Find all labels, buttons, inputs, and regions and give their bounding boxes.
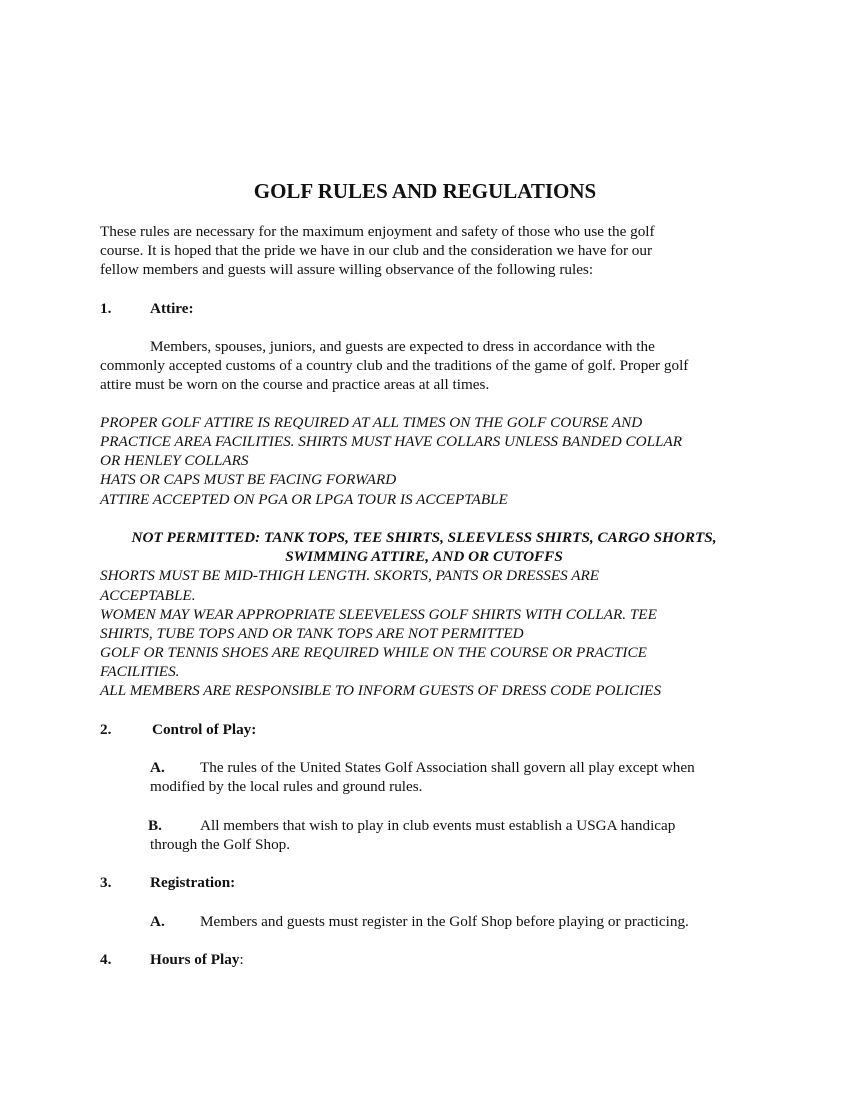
attire-paragraph-line: attire must be worn on the course and practice areas at all times. (100, 376, 490, 393)
attire-rule-line: PROPER GOLF ATTIRE IS REQUIRED AT ALL TIMES ON THE GOLF COURSE AND (100, 414, 643, 431)
section-number: 3. (100, 874, 112, 891)
attire-paragraph-line: Members, spouses, juniors, and guests are expected to dress in accordance with the (150, 338, 655, 355)
item-letter: A. (150, 913, 165, 930)
section-heading: Attire: (150, 300, 194, 317)
item-line: modified by the local rules and ground rules. (150, 778, 423, 795)
section-heading-text: Hours of Play (150, 951, 240, 968)
section-heading: Registration: (150, 874, 236, 891)
intro-line: fellow members and guests will assure willing observance of the following rules: (100, 261, 594, 278)
section-heading (150, 950, 244, 969)
attire-rule-line: SHIRTS, TUBE TOPS AND OR TANK TOPS ARE NOT PERMITTED (100, 625, 524, 642)
attire-rule-line: SHORTS MUST BE MID-THIGH LENGTH. SKORTS, PANTS OR DRESSES ARE (100, 567, 600, 584)
item-line: The rules of the United States Golf Association shall govern all play except when (200, 759, 695, 776)
item-line: Members and guests must register in the Golf Shop before playing or practicing. (200, 913, 689, 930)
not-permitted-line: SWIMMING ATTIRE, AND OR CUTOFFS (285, 548, 563, 565)
attire-rule-line: WOMEN MAY WEAR APPROPRIATE SLEEVELESS GOLF SHIRTS WITH COLLAR. TEE (100, 606, 657, 623)
intro-line: course. It is hoped that the pride we have in our club and the consideration we have for our (100, 242, 653, 259)
attire-paragraph-line: commonly accepted customs of a country club and the traditions of the game of golf. Proper golf (100, 357, 689, 374)
not-permitted-line: NOT PERMITTED: TANK TOPS, TEE SHIRTS, SLEEVLESS SHIRTS, CARGO SHORTS, (131, 529, 717, 546)
section-heading: Control of Play: (152, 721, 257, 738)
attire-rule-line: ACCEPTABLE. (100, 587, 196, 604)
attire-rule-line: FACILITIES. (100, 663, 180, 680)
attire-rule-line: OR HENLEY COLLARS (100, 452, 249, 469)
item-line: All members that wish to play in club events must establish a USGA handicap (200, 817, 676, 834)
section-heading-colon: : (239, 951, 244, 968)
attire-rule-line: HATS OR CAPS MUST BE FACING FORWARD (100, 471, 397, 488)
section-number: 2. (100, 721, 112, 738)
item-letter: A. (150, 759, 165, 776)
item-letter: B. (148, 817, 162, 834)
intro-line: These rules are necessary for the maximum enjoyment and safety of those who use the golf (100, 223, 655, 240)
page-title: GOLF RULES AND REGULATIONS (253, 179, 597, 203)
item-line: through the Golf Shop. (150, 836, 291, 853)
attire-rule-line: PRACTICE AREA FACILITIES. SHIRTS MUST HAVE COLLARS UNLESS BANDED COLLAR (100, 433, 683, 450)
attire-rule-line: ATTIRE ACCEPTED ON PGA OR LPGA TOUR IS ACCEPTABLE (100, 491, 508, 508)
attire-rule-line: GOLF OR TENNIS SHOES ARE REQUIRED WHILE ON THE COURSE OR PRACTICE (100, 644, 647, 661)
attire-rule-line: ALL MEMBERS ARE RESPONSIBLE TO INFORM GUESTS OF DRESS CODE POLICIES (100, 682, 662, 699)
section-number: 4. (100, 951, 112, 968)
section-number: 1. (100, 300, 112, 317)
